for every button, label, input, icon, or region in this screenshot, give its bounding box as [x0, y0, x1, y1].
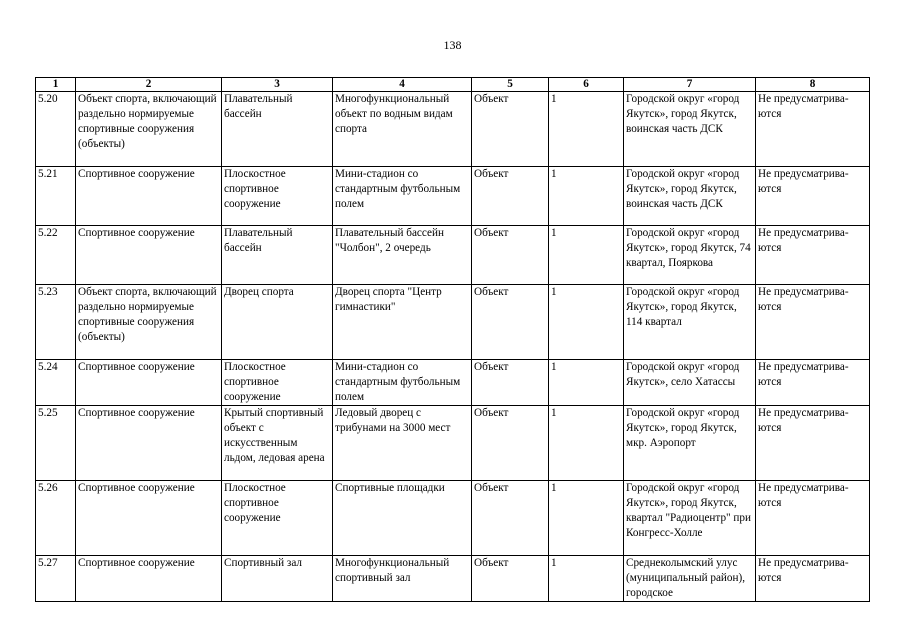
row-number-cell: 5.25 [36, 406, 76, 481]
quantity-cell: 1 [549, 167, 624, 226]
object-kind-cell: Плоскостное спортивное сооружение [222, 167, 333, 226]
quantity-cell: 1 [549, 92, 624, 167]
object-type-cell: Спортивное сооружение [76, 167, 222, 226]
object-kind-cell: Плавательный бассейн [222, 226, 333, 285]
object-name-cell: Плавательный бассейн "Чолбон", 2 очередь [333, 226, 472, 285]
location-cell: Городской округ «город Якутск», город Якутск, воинская часть ДСК [624, 92, 756, 167]
object-kind-cell: Крытый спортивный объект с искусственным льдом, ледовая арена [222, 406, 333, 481]
row-number-cell: 5.24 [36, 360, 76, 406]
object-type-cell: Спортивное сооружение [76, 556, 222, 602]
unit-cell: Объект [472, 406, 549, 481]
location-cell: Среднеколымский улус (муниципальный район), городское [624, 556, 756, 602]
row-number-cell: 5.21 [36, 167, 76, 226]
unit-cell: Объект [472, 556, 549, 602]
object-kind-cell: Плоскостное спортивное сооружение [222, 360, 333, 406]
object-name-cell: Многофункциональный объект по водным видам спорта [333, 92, 472, 167]
quantity-cell: 1 [549, 481, 624, 556]
column-header: 2 [76, 78, 222, 92]
object-type-cell: Спортивное сооружение [76, 481, 222, 556]
object-name-cell: Спортивные площадки [333, 481, 472, 556]
object-kind-cell: Спортивный зал [222, 556, 333, 602]
zones-cell: Не предусматрива-ются [756, 226, 870, 285]
row-number-cell: 5.27 [36, 556, 76, 602]
column-header: 7 [624, 78, 756, 92]
table-row [36, 406, 870, 481]
page-number: 138 [443, 38, 462, 52]
object-name-cell: Мини-стадион со стандартным футбольным полем [333, 360, 472, 406]
object-name-cell: Многофункциональный спортивный зал [333, 556, 472, 602]
data-table [35, 77, 870, 602]
zones-cell: Не предусматрива-ются [756, 167, 870, 226]
zones-cell: Не предусматрива-ются [756, 481, 870, 556]
location-cell: Городской округ «город Якутск», село Хатассы [624, 360, 756, 406]
unit-cell: Объект [472, 285, 549, 360]
table-row [36, 556, 870, 602]
location-cell: Городской округ «город Якутск», город Якутск, квартал "Радиоцентр" при Конгресс-Холле [624, 481, 756, 556]
unit-cell: Объект [472, 481, 549, 556]
quantity-cell: 1 [549, 285, 624, 360]
column-header: 4 [333, 78, 472, 92]
table-row [36, 285, 870, 360]
object-type-cell: Спортивное сооружение [76, 406, 222, 481]
table-row [36, 481, 870, 556]
table-row [36, 167, 870, 226]
object-name-cell: Ледовый дворец с трибунами на 3000 мест [333, 406, 472, 481]
table-row [36, 226, 870, 285]
quantity-cell: 1 [549, 360, 624, 406]
object-name-cell: Дворец спорта "Центр гимнастики" [333, 285, 472, 360]
object-type-cell: Спортивное сооружение [76, 226, 222, 285]
table-row [36, 360, 870, 406]
zones-cell: Не предусматрива-ются [756, 92, 870, 167]
location-cell: Городской округ «город Якутск», город Якутск, 114 квартал [624, 285, 756, 360]
table-row [36, 92, 870, 167]
column-header: 6 [549, 78, 624, 92]
column-header: 8 [756, 78, 870, 92]
row-number-cell: 5.26 [36, 481, 76, 556]
location-cell: Городской округ «город Якутск», город Якутск, мкр. Аэропорт [624, 406, 756, 481]
object-type-cell: Спортивное сооружение [76, 360, 222, 406]
zones-cell: Не предусматрива-ются [756, 406, 870, 481]
row-number-cell: 5.23 [36, 285, 76, 360]
quantity-cell: 1 [549, 406, 624, 481]
object-name-cell: Мини-стадион со стандартным футбольным полем [333, 167, 472, 226]
column-header: 3 [222, 78, 333, 92]
column-header: 5 [472, 78, 549, 92]
object-type-cell: Объект спорта, включающий раздельно нормируемые спортивные сооружения (объекты) [76, 285, 222, 360]
quantity-cell: 1 [549, 556, 624, 602]
zones-cell: Не предусматрива-ются [756, 360, 870, 406]
row-number-cell: 5.20 [36, 92, 76, 167]
unit-cell: Объект [472, 167, 549, 226]
location-cell: Городской округ «город Якутск», город Якутск, воинская часть ДСК [624, 167, 756, 226]
location-cell: Городской округ «город Якутск», город Якутск, 74 квартал, Пояркова [624, 226, 756, 285]
table-header-row [36, 78, 870, 92]
object-kind-cell: Дворец спорта [222, 285, 333, 360]
column-header: 1 [36, 78, 76, 92]
unit-cell: Объект [472, 226, 549, 285]
zones-cell: Не предусматрива-ются [756, 285, 870, 360]
object-type-cell: Объект спорта, включающий раздельно нормируемые спортивные сооружения (объекты) [76, 92, 222, 167]
unit-cell: Объект [472, 360, 549, 406]
quantity-cell: 1 [549, 226, 624, 285]
object-kind-cell: Плоскостное спортивное сооружение [222, 481, 333, 556]
object-kind-cell: Плавательный бассейн [222, 92, 333, 167]
zones-cell: Не предусматрива-ются [756, 556, 870, 602]
unit-cell: Объект [472, 92, 549, 167]
row-number-cell: 5.22 [36, 226, 76, 285]
